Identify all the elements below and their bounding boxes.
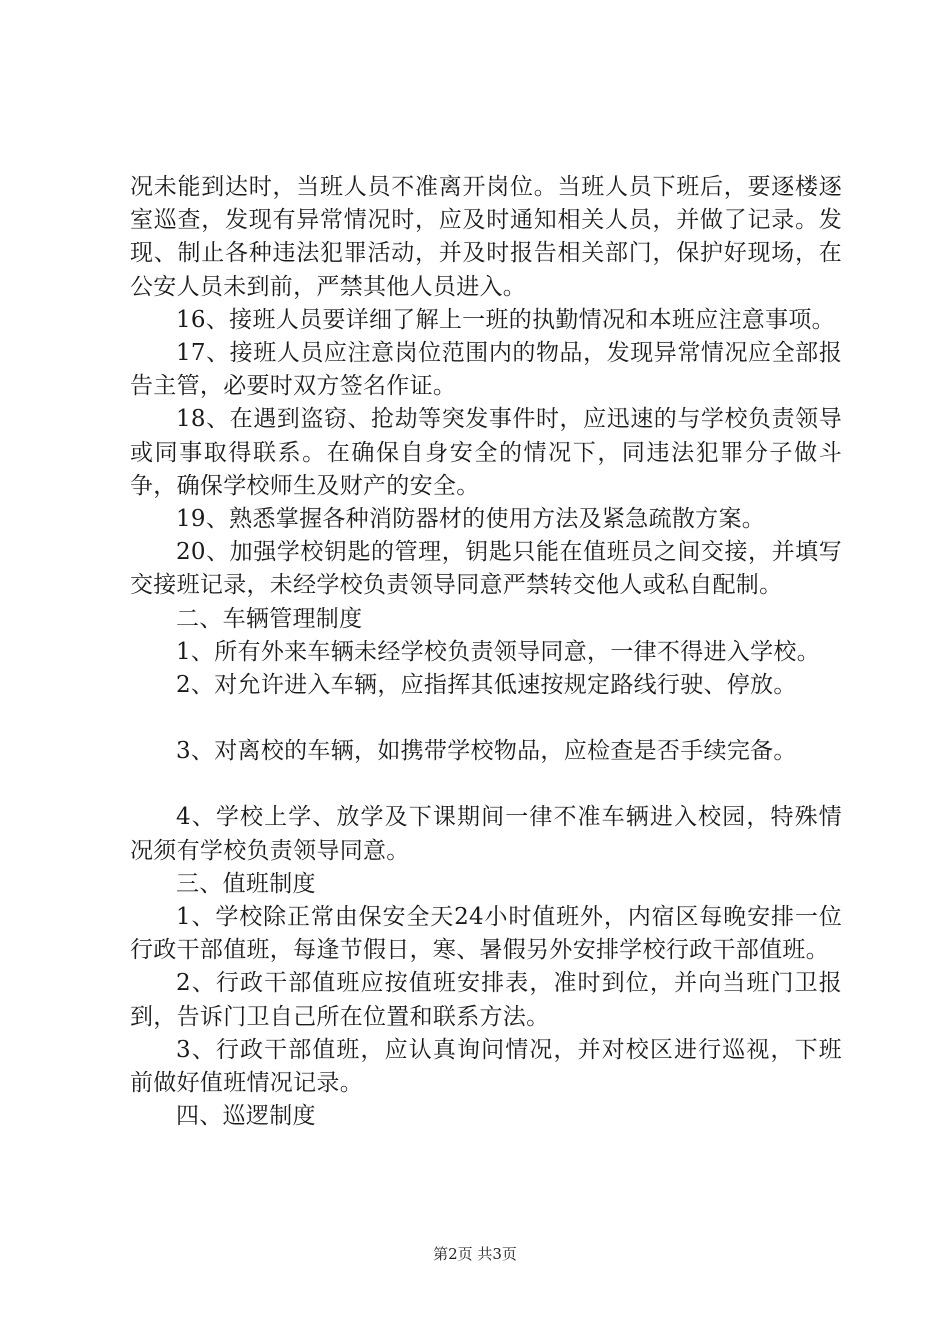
paragraph-vehicle-3: 3、对离校的车辆，如携带学校物品，应检查是否手续完备。 — [176, 738, 797, 765]
paragraph-duty-3: 3、行政干部值班，应认真询问情况，并对校区进行巡视，下班前做好值班情况记录。 — [130, 1036, 842, 1097]
paragraph-item-18: 18、在遇到盗窃、抢劫等突发事件时，应迅速的与学校负责领导或同事取得联系。在确保自身安全的情况下，同违法犯罪分子做斗争，确保学校师生及财产的安全。 — [130, 406, 842, 499]
paragraph-vehicle-4: 4、学校上学、放学及下课期间一律不准车辆进入校园，特殊情况须有学校负责领导同意。 — [130, 804, 842, 864]
section-heading-duty-system: 三、值班制度 — [176, 870, 316, 897]
paragraph-vehicle-2: 2、对允许进入车辆，应指挥其低速按规定路线行驶、停放。 — [176, 672, 797, 699]
page-number: 第2页 共3页 — [433, 1245, 517, 1263]
paragraph-continuation: 况未能到达时，当班人员不准离开岗位。当班人员下班后，要逐楼逐室巡查，发现有异常情况时，应及时通知相关人员，并做了记录。发现、制止各种违法犯罪活动，并及时报告相关部门，保护好现场，在公安人员未到前，严禁其他人员进入。 — [130, 174, 842, 300]
paragraph-vehicle-1: 1、所有外来车辆未经学校负责领导同意，一律不得进入学校。 — [176, 638, 821, 665]
section-heading-vehicle-management: 二、车辆管理制度 — [176, 605, 363, 632]
paragraph-item-20: 20、加强学校钥匙的管理，钥匙只能在值班员之间交接，并填写交接班记录，未经学校负责领导同意严禁转交他人或私自配制。 — [130, 539, 842, 599]
paragraph-duty-2: 2、行政干部值班应按值班安排表，准时到位，并向当班门卫报到，告诉门卫自己所在位置和联系方法。 — [130, 970, 842, 1030]
section-heading-patrol-system: 四、巡逻制度 — [176, 1103, 316, 1130]
paragraph-item-17: 17、接班人员应注意岗位范围内的物品，发现异常情况应全部报告主管，必要时双方签名作证。 — [130, 340, 842, 400]
page-footer — [0, 1244, 950, 1264]
document-body — [130, 171, 842, 1133]
paragraph-item-16: 16、接班人员要详细了解上一班的执勤情况和本班应注意事项。 — [176, 306, 835, 333]
paragraph-duty-1: 1、学校除正常由保安全天24小时值班外，内宿区每晚安排一位行政干部值班，每逢节假日，寒、暑假另外安排学校行政干部值班。 — [130, 904, 842, 964]
paragraph-item-19: 19、熟悉掌握各种消防器材的使用方法及紧急疏散方案。 — [176, 506, 766, 533]
